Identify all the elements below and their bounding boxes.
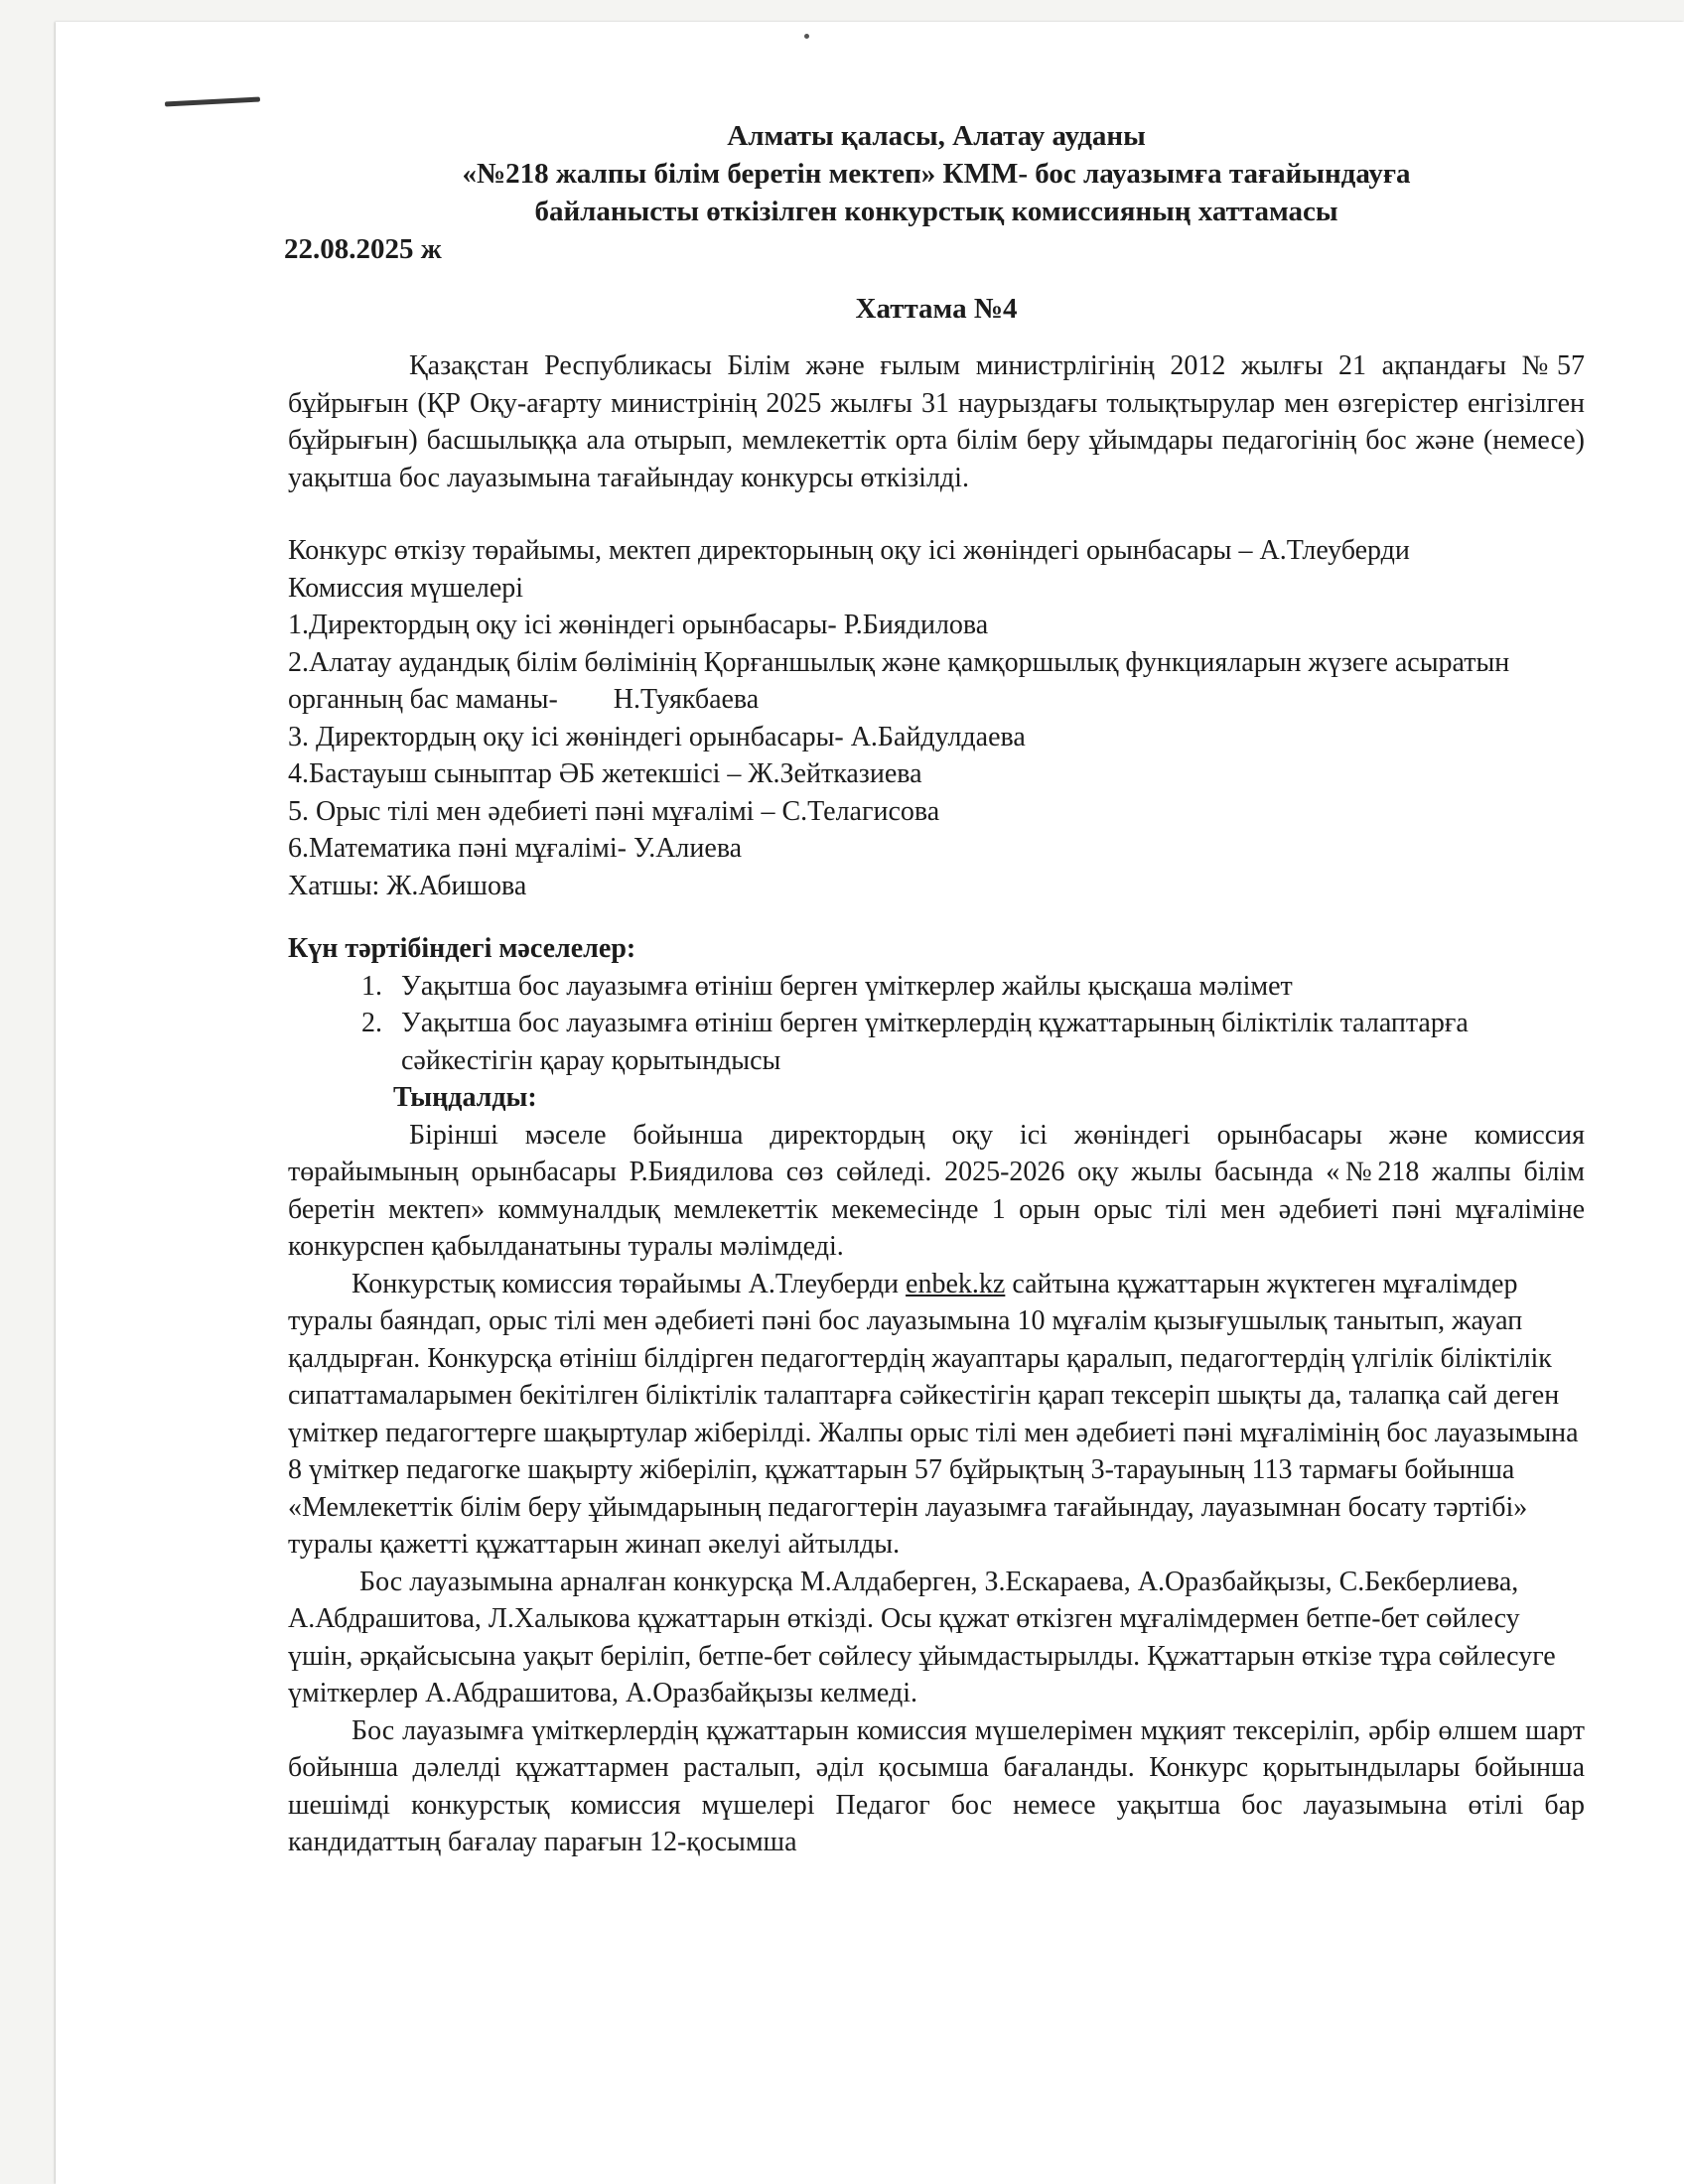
agenda-item: 1. Уақытша бос лауазымға өтініш берген үміткерлер жайлы қысқаша мәлімет xyxy=(389,968,1585,1006)
heard-paragraph-2 xyxy=(288,1266,1585,1564)
heard-paragraph-3: Бос лауазымына арналған конкурсқа М.Алдаберген, З.Ескараева, А.Оразбайқызы, С.Бекберлиева, А.Абдрашитова, Л.Халыкова құжаттарын өткізді. Осы құжат өткізген мұғалімдермен бетпе-бет сөйлесу үшін, әрқайсысына уақыт беріліп, бетпе-бет сөйлесу ұйымдастырылды. Құжаттарын өткізе тұра сөйлесуге үміткерлер А.Абдрашитова, А.Оразбайқызы келмеді. xyxy=(288,1566,1556,1708)
document-content xyxy=(284,117,1585,1861)
title-line-3: байланысты өткізілген конкурстық комиссияның хаттамасы xyxy=(534,196,1338,227)
spacer xyxy=(288,904,1585,930)
agenda-list xyxy=(288,968,1585,1080)
commission-chair: Конкурс өткізу төрайымы, мектеп директорының оқу ісі жөніндегі орынбасары – А.Тлеуберди xyxy=(288,535,1410,566)
protocol-number: Хаттама №4 xyxy=(855,293,1018,325)
title-line-1: Алматы қаласы, Алатау ауданы xyxy=(727,120,1146,152)
document-date: 22.08.2025 ж xyxy=(284,233,442,265)
commission-member: 3. Директордың оқу ісі жөніндегі орынбасары- А.Байдулдаева xyxy=(288,721,1026,752)
commission-member: 6.Математика пәні мұғалімі- У.Алиева xyxy=(288,833,743,864)
commission-member: 2.Алатау аудандық білім бөлімінің Қорғаншылық және қамқоршылық функцияларын жүзеге асыратын органның бас маманы- Н.Туякбаева xyxy=(288,646,1517,715)
enbek-link[interactable]: enbek.kz xyxy=(906,1268,1006,1299)
heard-paragraph-4: Бос лауазымға үміткерлердің құжаттарын комиссия мүшелерімен мұқият тексеріліп, әрбір өлшем шарт бойынша дәлелді құжаттармен расталып, әділ қосымша бағаланды. Конкурс қорытындылары бойынша шешімді конкурстық комиссия мүшелері Педагог бос немесе уақытша бос лауазымына өтілі бар кандидаттың бағалау парағын 12-қосымша xyxy=(288,1714,1585,1857)
spacer xyxy=(288,496,1585,532)
scan-pen-mark xyxy=(165,96,260,106)
commission-member: 1.Директордың оқу ісі жөніндегі орынбасары- Р.Биядилова xyxy=(288,610,989,640)
paragraph-text: Конкурстық комиссия төрайымы А.Тлеуберди xyxy=(351,1268,907,1299)
commission-secretary: Хатшы: Ж.Абишова xyxy=(288,870,527,901)
scan-dust-dot xyxy=(804,34,809,39)
document-title xyxy=(288,117,1585,230)
heard-heading: Тыңдалды: xyxy=(393,1082,537,1113)
agenda-heading: Күн тәртібіндегі мәселелер: xyxy=(288,933,636,964)
commission-members-heading: Комиссия мүшелері xyxy=(288,572,524,604)
agenda-item: 2. Уақытша бос лауазымға өтініш берген үміткерлердің құжаттарының біліктілік талаптарға сәйкестігін қарау қорытындысы xyxy=(389,1005,1585,1079)
commission-member: 4.Бастауыш сыныптар ӘБ жетекшісі – Ж.Зейтказиева xyxy=(288,758,922,789)
paragraph-text: сайтына құжаттарын жүктеген мұғалімдер туралы баяндап, орыс тілі мен әдебиеті пәні бос лауазымына 10 мұғалім қызығушылық танытып, жауап қалдырған. Конкурсқа өтініш білдірген педагогтердің жауаптары қаралып, педагогтердің үлгілік біліктілік сипаттамаларымен бекітілген біліктілік талаптарға сәйкестігін қарап тексеріп шықты да, талапқа сай деген үміткер педагогтерге шақыртулар жіберілді. Жалпы орыс тілі мен әдебиеті пәні мұғалімінің бос лауазымына 8 үміткер педагогке шақырту жіберіліп, құжаттарын 57 бұйрықтың 3-тарауының 113 тармағы бойынша «Мемлекеттік білім беру ұйымдарының педагогтерін лауазымға тағайындау, лауазымнан босату тәртібі» туралы қажетті құжаттарын жинап әкелуі айтылды. xyxy=(288,1268,1579,1560)
commission-member: 5. Орыс тілі мен әдебиеті пәні мұғалімі – С.Телагисова xyxy=(288,795,940,827)
title-line-2: «№218 жалпы білім беретін мектеп» КММ- бос лауазымға тағайындауға xyxy=(462,158,1411,190)
heard-paragraph-1: Бірінші мәселе бойынша директордың оқу ісі жөніндегі орынбасары және комиссия төрайымының орынбасары Р.Биядилова сөз сөйледі. 2025-2026 оқу жылы басында «№218 жалпы білім беретін мектеп» коммуналдық мемлекеттік мекемесінде 1 орын орыс тілі мен әдебиеті пәні мұғаліміне конкурспен қабылданатыны туралы мәлімдеді. xyxy=(288,1119,1585,1262)
intro-paragraph: Қазақстан Республикасы Білім және ғылым министрлігінің 2012 жылғы 21 ақпандағы №57 бұйрығын (ҚР Оқу-ағарту министрінің 2025 жылғы 31 наурыздағы толықтырулар мен өзгерістер енгізілген бұйрығын) басшылыққа ала отырып, мемлекеттік орта білім беру ұйымдары педагогінің бос және (немесе) уақытша бос лауазымына тағайындау конкурсы өткізілді. xyxy=(288,350,1585,493)
